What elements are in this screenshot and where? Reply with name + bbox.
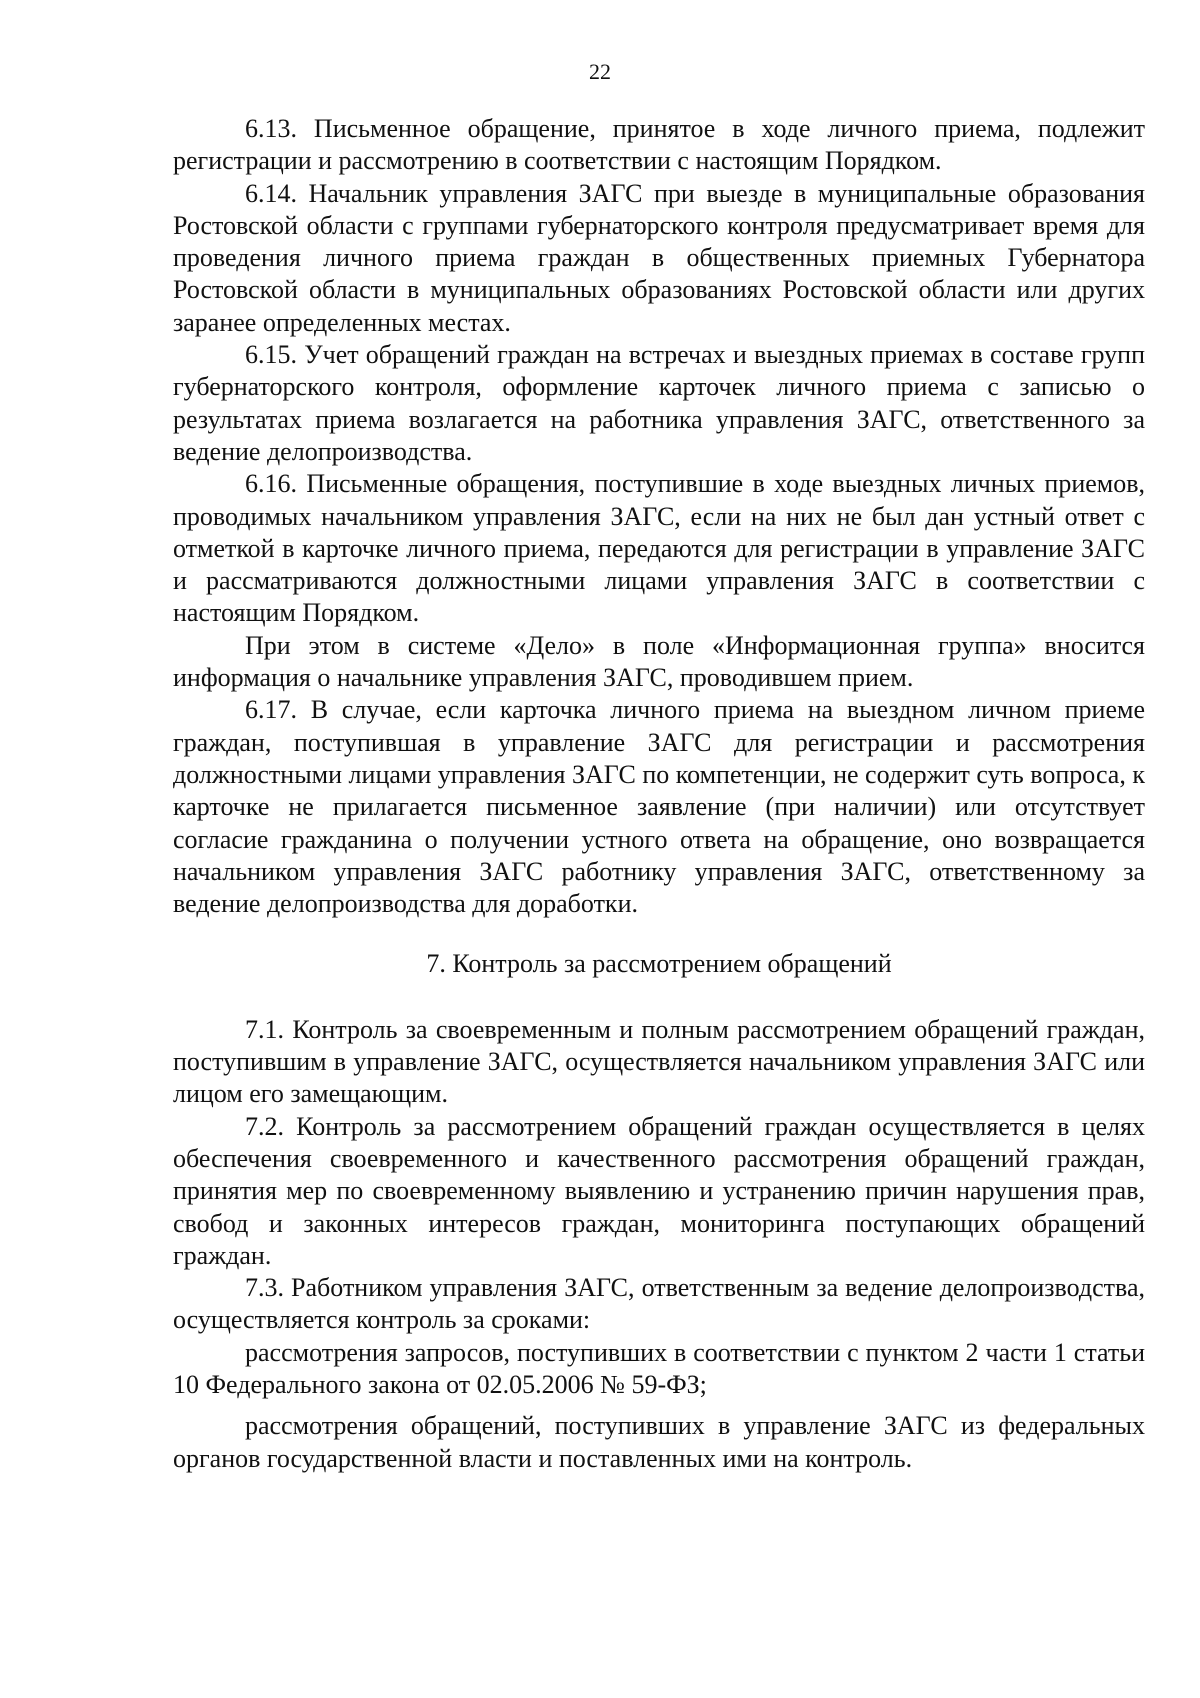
page-number: 22 — [589, 59, 611, 84]
paragraph-7-1: 7.1. Контроль за своевременным и полным рассмотрением обращений граждан, поступившим в управление ЗАГС, осуществляется начальником управления ЗАГС или лицом его замещающим. — [173, 1014, 1145, 1109]
paragraph-6-14: 6.14. Начальник управления ЗАГС при выезде в муниципальные образования Ростовской области с группами губернаторского контроля предусматривает время для проведения личного приема граждан в общественных приемных Губернатора Ростовской области в муниципальных образованиях Ростовской области или других заранее определенных местах. — [173, 178, 1145, 337]
paragraph-7-3: 7.3. Работником управления ЗАГС, ответственным за ведение делопроизводства, осуществляется контроль за сроками: — [173, 1273, 1145, 1335]
paragraph-6-13: 6.13. Письменное обращение, принятое в ходе личного приема, подлежит регистрации и рассмотрению в соответствии с настоящим Порядком. — [173, 114, 1145, 176]
paragraph-6-16-delo: При этом в системе «Дело» в поле «Информационная группа» вносится информация о начальнике управления ЗАГС, проводившем прием. — [173, 630, 1145, 693]
paragraph-6-16: 6.16. Письменные обращения, поступившие в ходе выездных личных приемов, проводимых начальником управления ЗАГС, если на них не был дан устный ответ с отметкой в карточке личного приема, передаются для регистрации в управление ЗАГС и рассматриваются должностными лицами управления ЗАГС в соответствии с настоящим Порядком. — [173, 469, 1145, 628]
document-body — [173, 113, 1145, 1475]
paragraph-7-3-federal: рассмотрения обращений, поступивших в управление ЗАГС из федеральных органов государственной власти и поставленных ими на контроль. — [173, 1411, 1145, 1473]
section-heading: 7. Контроль за рассмотрением обращений — [426, 949, 892, 979]
paragraph-7-2: 7.2. Контроль за рассмотрением обращений граждан осуществляется в целях обеспечения своевременного и качественного рассмотрения обращений граждан, принятия мер по своевременному выявлению и устранению причин нарушения прав, свобод и законных интересов граждан, мониторинга поступающих обращений граждан. — [173, 1111, 1145, 1270]
paragraph-7-3-requests: рассмотрения запросов, поступивших в соответствии с пунктом 2 части 1 статьи 10 Федерального закона от 02.05.2006 № 59-ФЗ; — [173, 1337, 1145, 1399]
paragraph-6-17: 6.17. В случае, если карточка личного приема на выездном личном приеме граждан, поступившая в управление ЗАГС для регистрации и рассмотрения должностными лицами управления ЗАГС по компетенции, не содержит суть вопроса, к карточке не прилагается письменное заявление (при наличии) или отсутствует согласие гражданина о получении устного ответа на обращение, оно возвращается начальником управления ЗАГС работнику управления ЗАГС, ответственному за ведение делопроизводства для доработки. — [173, 695, 1145, 919]
paragraph-6-15: 6.15. Учет обращений граждан на встречах и выездных приемах в составе групп губернаторского контроля, оформление карточек личного приема с записью о результатах приема возлагается на работника управления ЗАГС, ответственного за ведение делопроизводства. — [173, 340, 1145, 466]
